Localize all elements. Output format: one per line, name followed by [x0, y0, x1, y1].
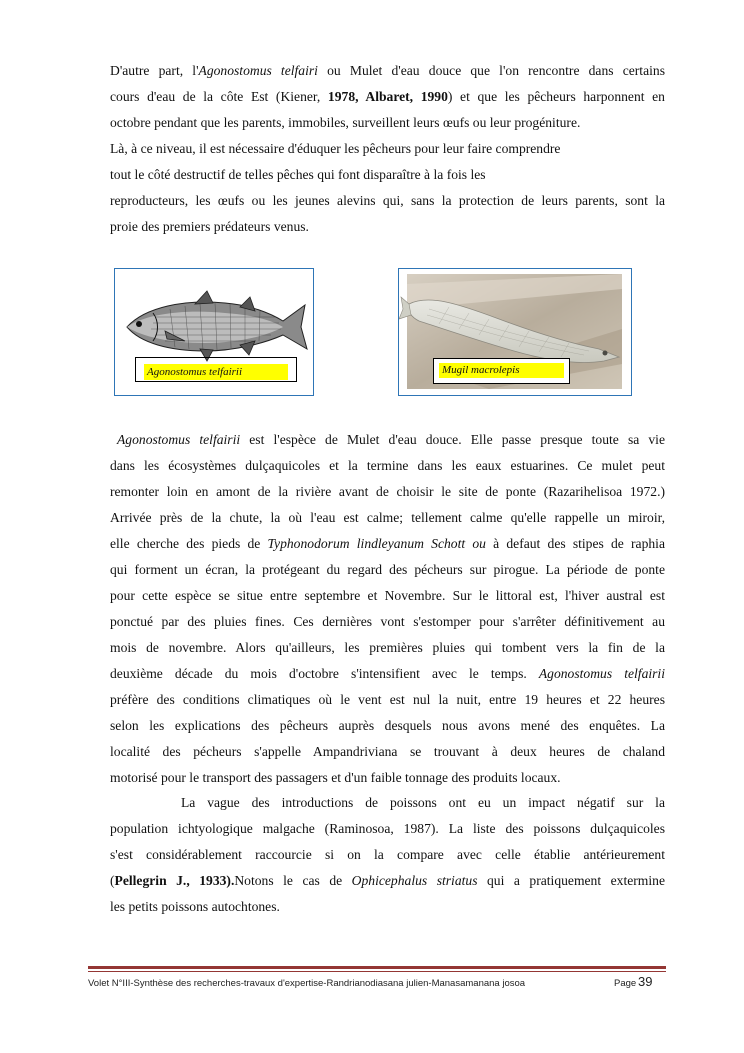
page-number: 39	[638, 974, 653, 989]
text: elle cherche des pieds de	[110, 536, 268, 551]
paragraph-2	[110, 427, 665, 791]
p2-line-12: selon les explications des pêcheurs auprès desquels nous avons mené des enquêtes. La	[110, 718, 665, 733]
caption-box-right	[433, 358, 570, 384]
species-name: Agonostomus telfairii	[117, 432, 241, 447]
species-name: Ophicephalus striatus	[351, 873, 478, 888]
text: qui a pratiquement extermine	[477, 873, 665, 888]
p2-line-6: qui forment un écran, la protégeant du regard des pécheurs sur pirogue. La période de ponte	[110, 562, 665, 577]
p2-line-14: motorisé pour le transport des passagers et d'un faible tonnage des produits locaux.	[110, 770, 561, 785]
p2-line-13: localité des pécheurs s'appelle Ampandriviana se trouvant à deux heures de chaland	[110, 744, 665, 759]
page-label: Page	[614, 978, 637, 989]
text: D'autre part, l'	[110, 63, 199, 78]
p1-line-2	[110, 84, 665, 110]
p1-line-4: Là, à ce niveau, il est nécessaire d'éduquer les pêcheurs pour leur faire comprendre	[110, 141, 561, 156]
figure-agonostomus	[114, 268, 314, 396]
paragraph-3	[110, 790, 665, 920]
footer-rule-thin	[88, 971, 666, 972]
text: Notons le cas de	[234, 873, 352, 888]
text: ) et que les pêcheurs harponnent en	[447, 89, 665, 104]
p3-line-1: La vague des introductions de poissons ont eu un impact négatif sur la	[181, 795, 665, 810]
citation: 1978, Albaret, 1990	[327, 89, 448, 104]
caption-right: Mugil macrolepis	[439, 363, 564, 378]
caption-left: Agonostomus telfairii	[144, 364, 288, 380]
p1-line-3: octobre pendant que les parents, immobiles, surveillent leurs œufs ou leur progéniture.	[110, 115, 581, 130]
p2-line-7: pour cette espèce se situe entre septembre et Novembre. Sur le littoral est, l'hiver austral est	[110, 588, 665, 603]
p2-line-8: ponctué par des pluies fines. Ces dernières vont s'estomper pour s'arrêter définitivement au	[110, 614, 665, 629]
p1-line-5: tout le côté destructif de telles pêches qui font disparaître à la fois les	[110, 167, 486, 182]
p3-line-2: population ichtyologique malgache (Raminosoa, 1987). La liste des poissons dulçaquicoles	[110, 821, 665, 836]
p1-line-6: reproducteurs, les œufs ou les jeunes alevins qui, sans la protection de leurs parents, sont la	[110, 193, 665, 208]
footer-rule-thick	[88, 966, 666, 969]
p2-line-2: dans les écosystèmes dulçaquicoles et la termine dans les eaux estuarines. Ce mulet peut	[110, 458, 665, 473]
species-name: Agonostomus telfairii	[538, 666, 665, 681]
p1-line-1	[110, 58, 665, 84]
footer-text: Volet N°III-Synthèse des recherches-travaux d'expertise-Randrianodiasana julien-Manasamanana josoa	[88, 978, 526, 989]
citation: Pellegrin J., 1933).	[114, 873, 235, 888]
text: (	[110, 873, 115, 888]
text: est l'espèce de Mulet d'eau douce. Elle passe presque toute sa vie	[249, 432, 665, 447]
p2-line-1	[110, 427, 665, 453]
text: deuxième décade du mois d'octobre s'intensifient avec le temps.	[110, 666, 539, 681]
p3-line-5: les petits poissons autochtones.	[110, 899, 280, 914]
paragraph-1	[110, 58, 665, 240]
p2-line-11: préfère des conditions climatiques où le vent est nul la nuit, entre 19 heures et 22 heures	[110, 692, 665, 707]
p3-line-4	[110, 868, 665, 894]
figure-mugil	[398, 268, 632, 396]
text: ou Mulet d'eau douce que l'on rencontre dans certains	[317, 63, 665, 78]
p2-line-5	[110, 531, 665, 557]
p2-line-9: mois de novembre. Alors qu'ailleurs, les premières pluies qui tombent vers la fin de la	[110, 640, 665, 655]
p2-line-3: remonter loin en amont de la rivière avant de choisir le site de ponte (Razarihelisoa 1972.)	[110, 484, 665, 499]
species-name: Agonostomus telfairi	[198, 63, 318, 78]
species-name: Typhonodorum lindleyanum Schott ou	[267, 536, 486, 551]
text: cours d'eau de la côte Est (Kiener,	[110, 89, 328, 104]
p2-line-4: Arrivée près de la chute, la où l'eau est calme; tellement calme qu'elle rappelle un miroir,	[110, 510, 665, 525]
p2-line-10	[110, 661, 665, 687]
text: à defaut des stipes de raphia	[485, 536, 665, 551]
caption-box-left	[135, 357, 297, 382]
p1-line-7: proie des premiers prédateurs venus.	[110, 219, 309, 234]
p3-line-3: s'est considérablement raccourcie si on la compare avec celle établie antérieurement	[110, 847, 665, 862]
